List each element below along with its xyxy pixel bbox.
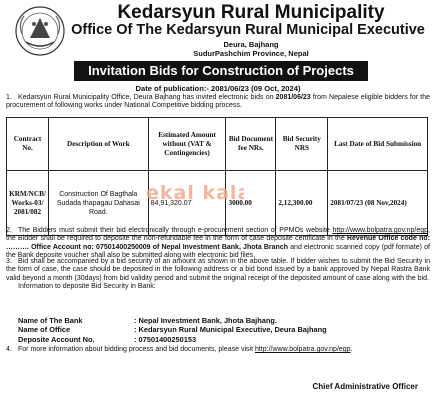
header-estimated-amount: Estimated Amount without (VAT & Contingencies) xyxy=(148,118,226,171)
watermark-logo xyxy=(144,179,244,205)
header-last-date: Last Date of Bid Submission xyxy=(328,118,428,171)
bank-info-heading: Information to deposite Bid Security in Bank: xyxy=(18,283,156,291)
bolpatra-link[interactable]: http://www.bolpatra.gov.np/egp xyxy=(254,346,351,353)
office-title: Office Of The Kedarsyun Rural Municipal Executive xyxy=(71,22,425,38)
svg-text:ekal kalam: ekal kal xyxy=(146,182,238,204)
notice-banner: Invitation Bids for Construction of Projects xyxy=(74,61,368,81)
bid-table xyxy=(6,117,428,236)
bid-date: 2081/06/23 xyxy=(275,94,311,101)
header-description: Description of Work xyxy=(48,118,148,171)
bank-row xyxy=(18,316,327,325)
office-address: Deura, Bajhang xyxy=(223,40,279,49)
signature-title: Chief Administrative Officer xyxy=(312,382,418,391)
bank-row xyxy=(18,335,327,344)
para4-end: . xyxy=(350,346,353,353)
para4-text: For more information about bidding process and bid documents, please visit xyxy=(18,346,255,353)
para2-text: The Bidders must submit their bid electronically through e-procurement section of PPMOs website xyxy=(18,227,333,234)
header-bid-security: Bid Security NRS xyxy=(276,118,328,171)
bank-row-value: : Kedarsyun Rural Municipal Executive, Deura Bajhang xyxy=(134,325,327,335)
para1-text-end: from Nepalese eligible bidders for the procurement of following works under National Competitive bidding process. xyxy=(6,94,430,110)
bolpatra-link[interactable]: http://www.bolpatra.gov.np/egp xyxy=(332,227,429,234)
cell-fee: 3000.00 xyxy=(226,171,276,236)
table-header-row xyxy=(7,118,428,171)
paragraph-number: 2. xyxy=(6,227,12,234)
paragraph-number: 3. xyxy=(6,258,12,265)
cell-contract: KRM/NCB/ Works-03/ 2081/082 xyxy=(7,171,49,236)
para3-text: Bid shall be accompanied by a bid security of an amount as shown in the above table. If bidder wishes to submit the Bid Security in the form of case, the case should be deposited in the following address or a bid bond issued by a bank approved by Nepal Rastra Bank valid beyond a month (30days) from bid validity period and submit the original receipt of the deposited amount of case along with the bid. xyxy=(6,258,430,282)
header-bid-fee: Bid Document fee NRs. xyxy=(226,118,276,171)
bank-row xyxy=(18,325,327,334)
paragraph-2 xyxy=(6,227,430,261)
bank-row-label: Name of The Bank xyxy=(18,316,83,325)
bank-row-value: : 07501400250153 xyxy=(134,334,197,344)
cell-description: Construction Of Bagthala Sudada thapagau Dahasai Road. xyxy=(48,171,148,236)
bank-row-value: : Nepal Investment Bank, Jhota Bajhang. xyxy=(134,316,277,325)
cell-security: 2,12,300.00 xyxy=(276,171,328,236)
revenue-office-details: Revenue Office code no: ………. Office Account no: 07501400250009 of Nepal Investment Bank, Jhota Branch xyxy=(6,235,430,251)
header-contract-no: Contract No. xyxy=(7,118,49,171)
paragraph-number: 1. xyxy=(6,94,12,101)
para2-text-d: and electronic scanned copy (pdf formate) of the Bank deposite voucher shall also be submitted along with electronic bid files. xyxy=(6,243,430,260)
para2-text-b: , the Bidder shall be required to deposite the non-refundable fee in the form of case deposite certificate in the xyxy=(6,227,430,243)
bank-details xyxy=(18,316,327,344)
cell-amount: 84,91,320.07 xyxy=(148,171,226,236)
paragraph-number: 4. xyxy=(6,346,12,353)
paragraph-1 xyxy=(6,94,430,111)
publication-date: Date of publication:- 2081/06/23 (09 Oct, 2024) xyxy=(135,84,301,93)
municipality-title: Kedarsyun Rural Municipality xyxy=(117,2,385,23)
paragraph-3 xyxy=(6,258,430,292)
paragraph-4 xyxy=(6,346,430,354)
bank-row-label: Name of Office xyxy=(18,325,71,335)
cell-last-date: 2081/07/23 (08 Nov,2024) xyxy=(328,171,428,236)
province-line: SudurPashchim Province, Nepal xyxy=(193,49,309,58)
para1-text: Kedarsyun Rural Municipality Office, Deura Bajhang has invited electronic bids on xyxy=(18,94,276,101)
bank-row-label: Deposite Account No. xyxy=(18,334,95,344)
